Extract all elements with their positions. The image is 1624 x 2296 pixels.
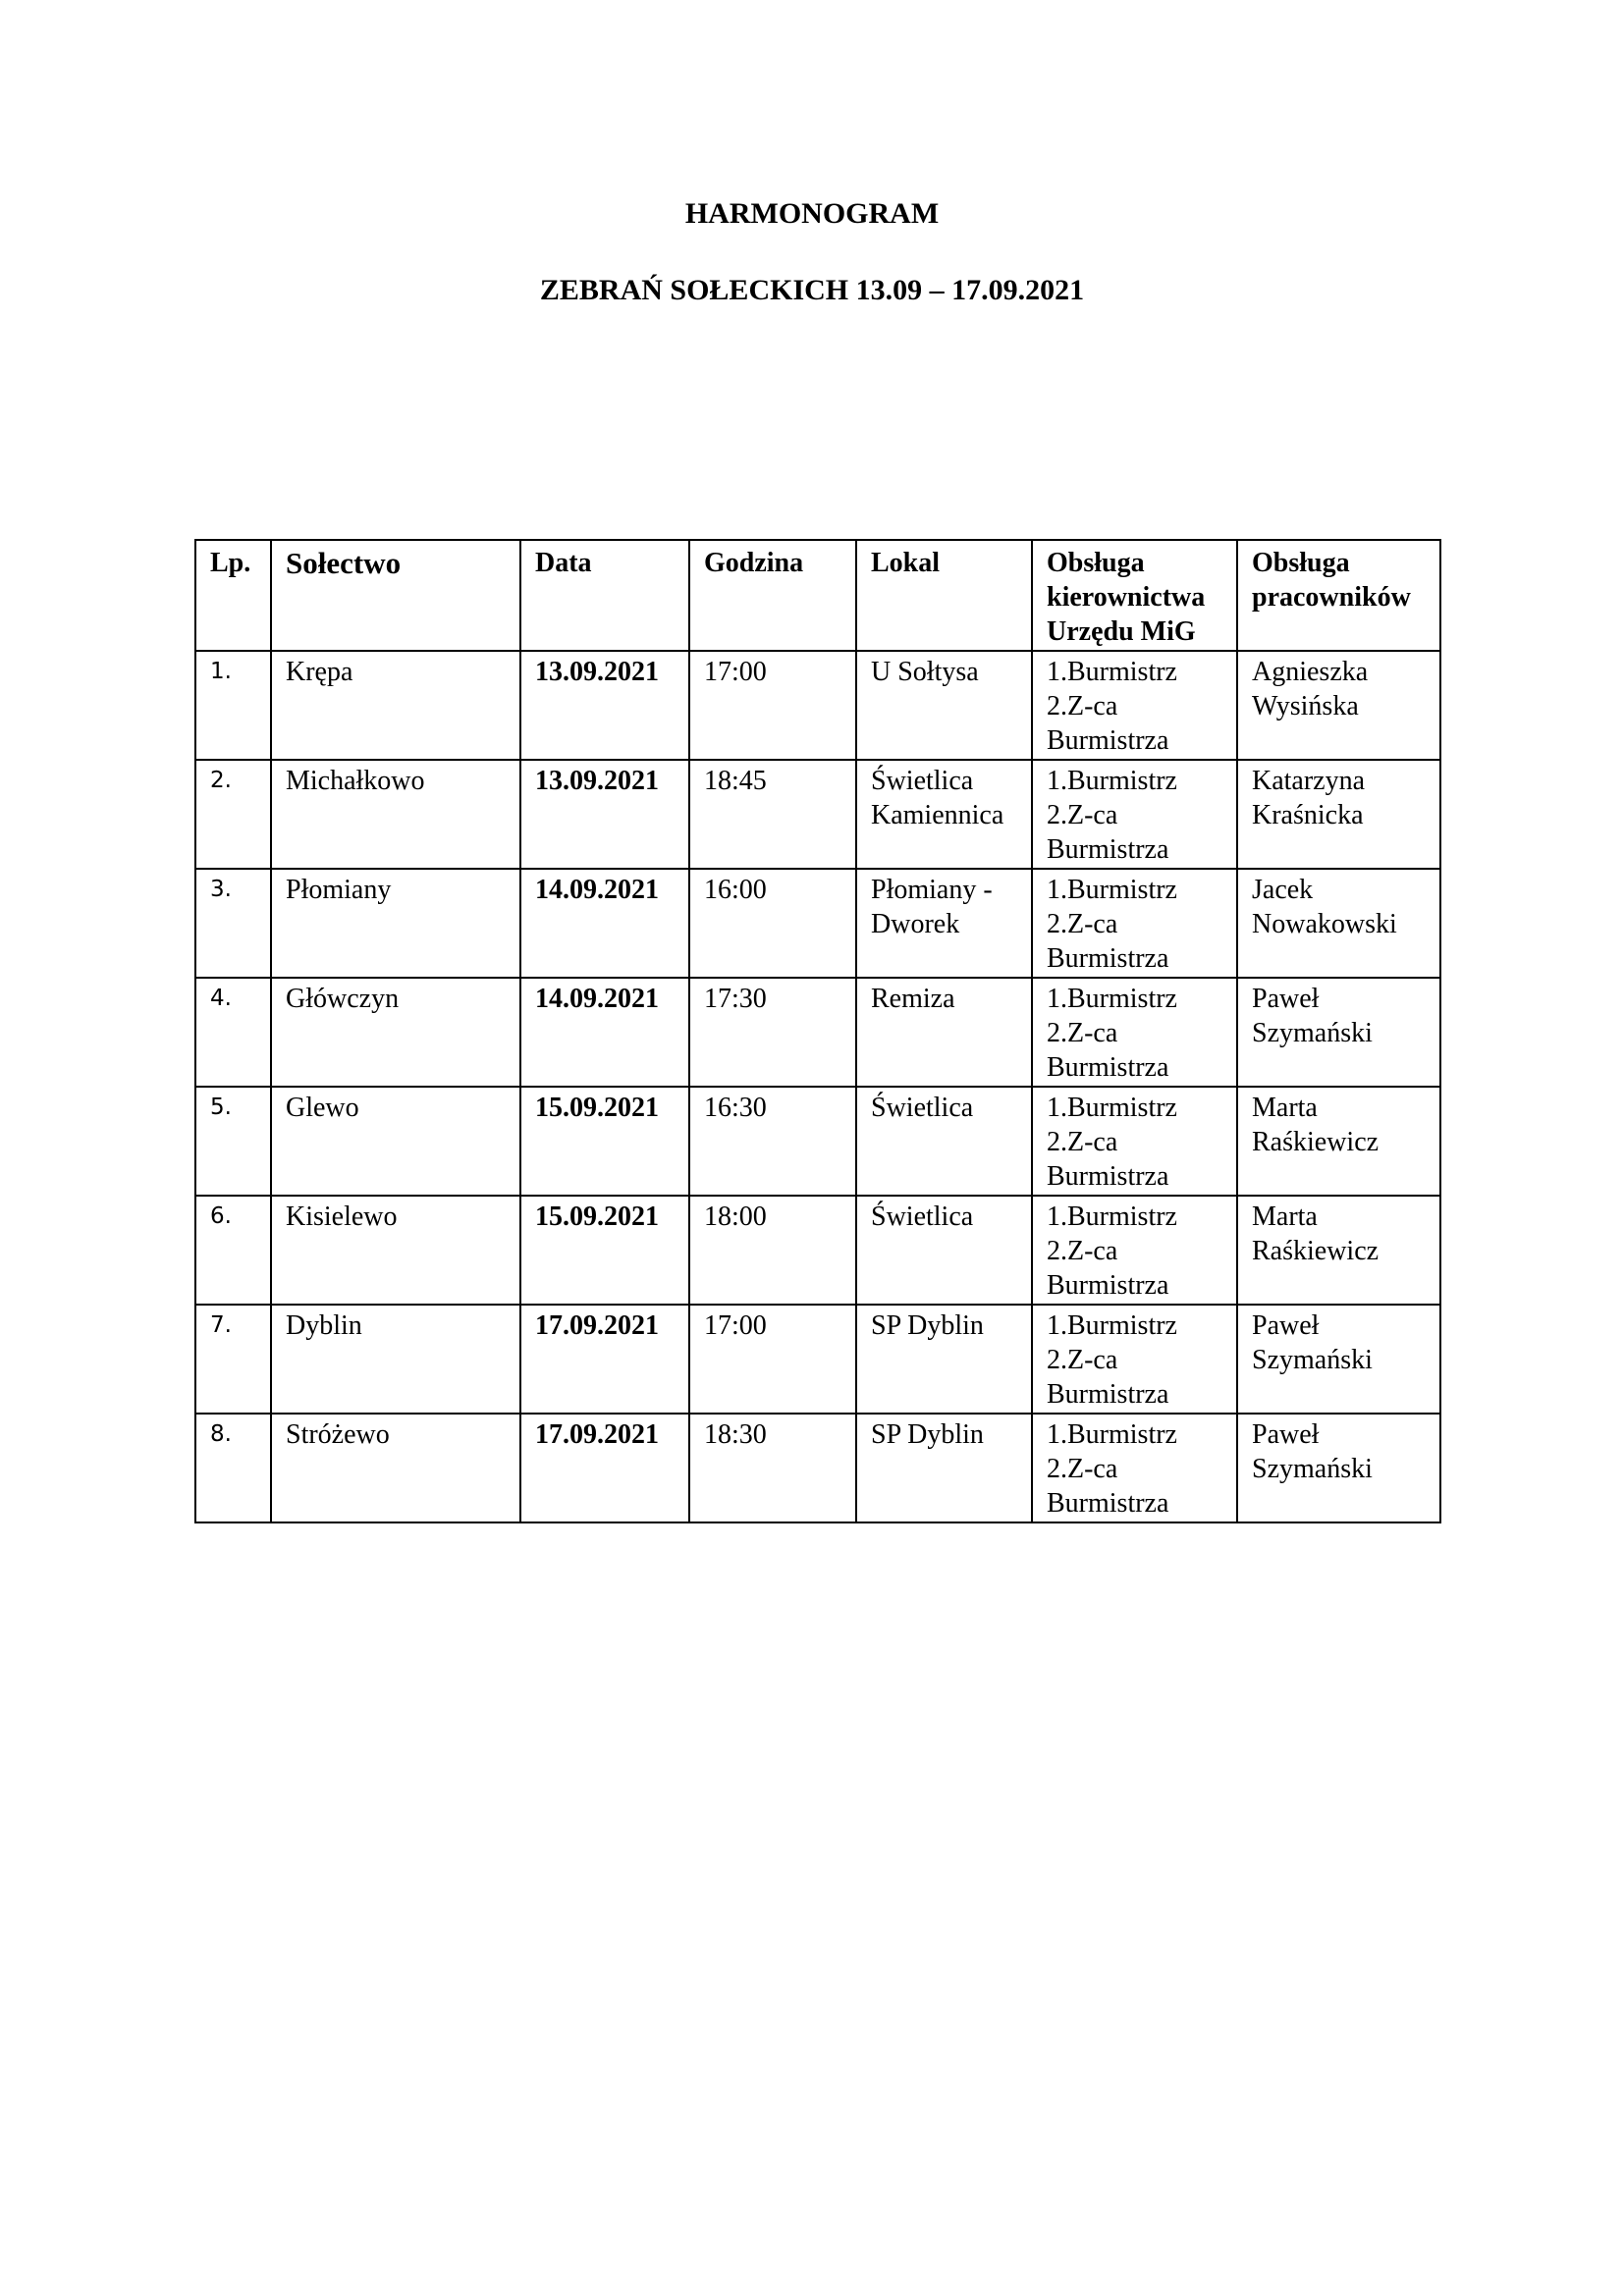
cell-pracownicy [1237,1196,1440,1305]
document-subtitle: ZEBRAŃ SOŁECKICH 13.09 – 17.09.2021 [539,274,1085,306]
cell-godzina: 18:30 [689,1414,856,1522]
header-obsluga-pracownikow-line: Obsługa [1252,548,1350,578]
header-solectwo: Sołectwo [271,540,520,651]
cell-godzina: 18:45 [689,760,856,869]
cell-pracownicy-line: Szymański [1252,1454,1373,1484]
table-header-row [195,540,1440,651]
cell-pracownicy [1237,1414,1440,1522]
cell-lokal-line: SP Dyblin [871,1419,984,1450]
cell-lokal [856,978,1032,1087]
schedule-table [194,539,1441,1523]
cell-solectwo: Płomiany [271,869,520,978]
cell-lokal-line: Kamiennica [871,800,1004,830]
table-row [195,1305,1440,1414]
table-row [195,978,1440,1087]
cell-pracownicy-line: Raśkiewicz [1252,1236,1380,1266]
cell-lp: 6. [195,1196,271,1305]
table-row [195,1087,1440,1196]
header-obsluga-kierownictwa-line: kierownictwa [1047,582,1206,613]
cell-pracownicy-line: Paweł [1252,984,1320,1014]
cell-kierownictwo [1032,1087,1237,1196]
table-row [195,869,1440,978]
cell-solectwo: Kisielewo [271,1196,520,1305]
header-obsluga-kierownictwa-line: Urzędu MiG [1047,616,1196,647]
cell-pracownicy-line: Marta [1252,1093,1318,1123]
header-obsluga-kierownictwa [1032,540,1237,651]
cell-lokal [856,760,1032,869]
cell-pracownicy-line: Agnieszka [1252,657,1369,687]
table-row [195,1196,1440,1305]
cell-kierownictwo [1032,760,1237,869]
cell-godzina: 17:00 [689,1305,856,1414]
cell-kierownictwo-line: Burmistrza [1047,943,1169,974]
cell-data: 15.09.2021 [520,1196,689,1305]
cell-kierownictwo [1032,651,1237,760]
table-row [195,1414,1440,1522]
cell-solectwo: Stróżewo [271,1414,520,1522]
cell-data: 13.09.2021 [520,651,689,760]
cell-lp: 4. [195,978,271,1087]
cell-solectwo: Dyblin [271,1305,520,1414]
cell-pracownicy [1237,651,1440,760]
cell-data: 14.09.2021 [520,978,689,1087]
cell-pracownicy-line: Kraśnicka [1252,800,1364,830]
cell-godzina: 16:30 [689,1087,856,1196]
cell-solectwo: Glewo [271,1087,520,1196]
cell-lokal [856,1414,1032,1522]
cell-lokal [856,1305,1032,1414]
cell-solectwo: Michałkowo [271,760,520,869]
cell-kierownictwo-line: Burmistrza [1047,1488,1169,1519]
header-obsluga-pracownikow [1237,540,1440,651]
table-row [195,760,1440,869]
schedule-table-body [195,651,1440,1522]
cell-kierownictwo-line: 1.Burmistrz [1047,1093,1177,1123]
cell-kierownictwo [1032,978,1237,1087]
cell-pracownicy-line: Katarzyna [1252,766,1366,796]
cell-pracownicy [1237,760,1440,869]
header-lokal: Lokal [856,540,1032,651]
cell-kierownictwo-line: Burmistrza [1047,1379,1169,1410]
header-lp: Lp. [195,540,271,651]
cell-lp: 3. [195,869,271,978]
cell-pracownicy-line: Nowakowski [1252,909,1397,939]
cell-pracownicy-line: Wysińska [1252,691,1359,721]
cell-pracownicy [1237,1305,1440,1414]
cell-kierownictwo-line: 2.Z-ca [1047,800,1118,830]
cell-kierownictwo [1032,1196,1237,1305]
cell-pracownicy-line: Szymański [1252,1018,1373,1048]
cell-kierownictwo-line: Burmistrza [1047,1270,1169,1301]
cell-lokal-line: Świetlica [871,766,974,796]
cell-kierownictwo-line: Burmistrza [1047,1052,1169,1083]
cell-lp: 1. [195,651,271,760]
cell-kierownictwo-line: 1.Burmistrz [1047,1419,1177,1450]
cell-data: 15.09.2021 [520,1087,689,1196]
cell-kierownictwo [1032,1414,1237,1522]
cell-kierownictwo-line: 1.Burmistrz [1047,875,1177,905]
table-row [195,651,1440,760]
cell-pracownicy-line: Jacek [1252,875,1314,905]
cell-godzina: 16:00 [689,869,856,978]
cell-pracownicy-line: Szymański [1252,1345,1373,1375]
cell-kierownictwo-line: 1.Burmistrz [1047,1201,1177,1232]
cell-data: 13.09.2021 [520,760,689,869]
cell-kierownictwo-line: Burmistrza [1047,834,1169,865]
cell-lp: 2. [195,760,271,869]
cell-kierownictwo-line: 1.Burmistrz [1047,657,1177,687]
cell-kierownictwo-line: 2.Z-ca [1047,1018,1118,1048]
cell-kierownictwo-line: Burmistrza [1047,1161,1169,1192]
cell-pracownicy-line: Paweł [1252,1310,1320,1341]
document-title: HARMONOGRAM [684,197,940,230]
header-godzina: Godzina [689,540,856,651]
cell-lokal [856,1196,1032,1305]
cell-godzina: 17:30 [689,978,856,1087]
cell-solectwo: Krępa [271,651,520,760]
cell-solectwo: Główczyn [271,978,520,1087]
cell-kierownictwo-line: 2.Z-ca [1047,1236,1118,1266]
cell-lokal [856,651,1032,760]
cell-pracownicy-line: Marta [1252,1201,1318,1232]
cell-pracownicy [1237,978,1440,1087]
cell-data: 17.09.2021 [520,1305,689,1414]
cell-pracownicy [1237,1087,1440,1196]
header-obsluga-kierownictwa-line: Obsługa [1047,548,1145,578]
cell-lp: 8. [195,1414,271,1522]
cell-godzina: 17:00 [689,651,856,760]
cell-kierownictwo-line: 2.Z-ca [1047,1127,1118,1157]
cell-data: 17.09.2021 [520,1414,689,1522]
cell-lokal-line: Świetlica [871,1093,974,1123]
cell-kierownictwo-line: 2.Z-ca [1047,691,1118,721]
cell-lokal-line: Remiza [871,984,955,1014]
cell-lokal-line: Płomiany - [871,875,993,905]
cell-pracownicy [1237,869,1440,978]
cell-kierownictwo-line: 2.Z-ca [1047,1345,1118,1375]
cell-kierownictwo-line: Burmistrza [1047,725,1169,756]
cell-pracownicy-line: Paweł [1252,1419,1320,1450]
cell-kierownictwo [1032,1305,1237,1414]
cell-kierownictwo-line: 1.Burmistrz [1047,766,1177,796]
cell-data: 14.09.2021 [520,869,689,978]
header-obsluga-pracownikow-line: pracowników [1252,582,1411,613]
cell-pracownicy-line: Raśkiewicz [1252,1127,1380,1157]
cell-lokal-line: U Sołtysa [871,657,979,687]
cell-kierownictwo-line: 2.Z-ca [1047,1454,1118,1484]
cell-godzina: 18:00 [689,1196,856,1305]
header-data: Data [520,540,689,651]
cell-kierownictwo-line: 2.Z-ca [1047,909,1118,939]
cell-lokal [856,869,1032,978]
cell-lokal-line: Dworek [871,909,960,939]
cell-lp: 5. [195,1087,271,1196]
cell-lp: 7. [195,1305,271,1414]
cell-kierownictwo-line: 1.Burmistrz [1047,984,1177,1014]
cell-lokal-line: Świetlica [871,1201,974,1232]
cell-lokal-line: SP Dyblin [871,1310,984,1341]
cell-kierownictwo [1032,869,1237,978]
cell-lokal [856,1087,1032,1196]
cell-kierownictwo-line: 1.Burmistrz [1047,1310,1177,1341]
